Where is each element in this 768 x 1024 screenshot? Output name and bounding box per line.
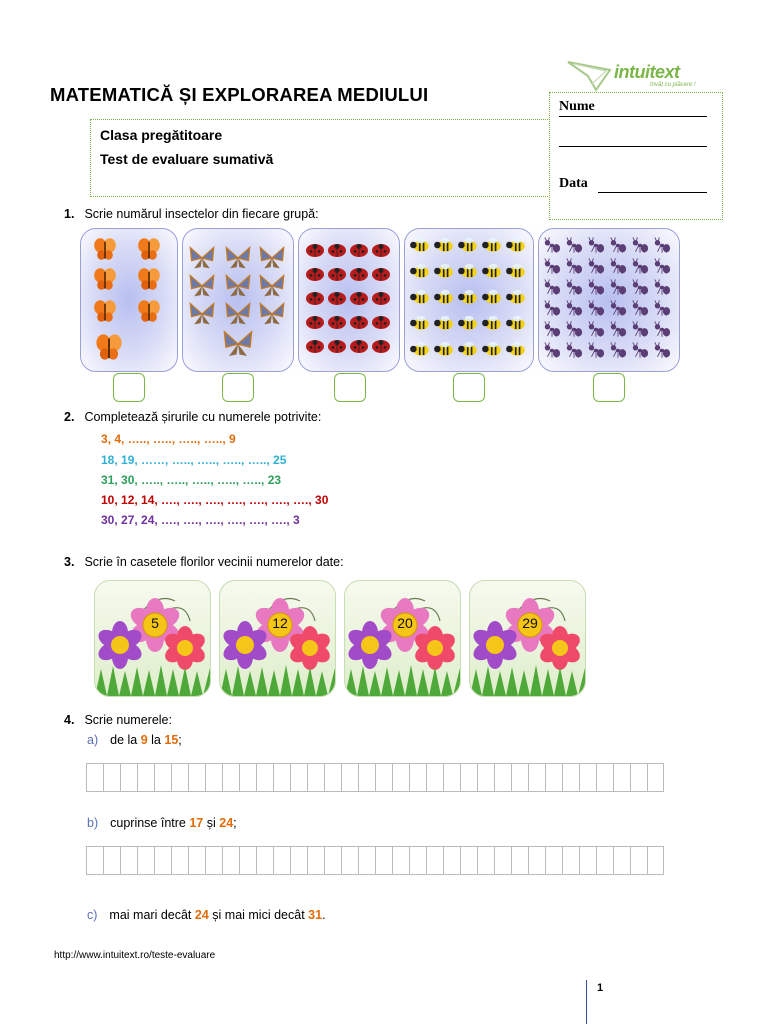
number: 31 <box>308 908 323 922</box>
text: și <box>206 816 216 830</box>
ant-icon <box>589 321 604 336</box>
grid-cell[interactable] <box>273 846 290 875</box>
ladybug-icon <box>306 244 324 257</box>
name-line-2[interactable] <box>559 146 707 147</box>
flower-panel-3 <box>344 580 461 697</box>
question-text: Scrie în casetele florilor vecinii numerelor date: <box>84 555 344 569</box>
ant-icon <box>633 300 648 315</box>
sequence-5[interactable]: 30, 27, 24, …., …., …., …., …., …., 3 <box>101 513 300 527</box>
ladybug-icon <box>306 268 324 281</box>
butterfly-icon <box>260 304 283 325</box>
ladybug-icon <box>372 316 390 329</box>
bee-icon <box>482 316 501 330</box>
flower-number: 29 <box>522 615 538 631</box>
butterfly-icon <box>190 304 213 325</box>
answer-box-5[interactable] <box>593 373 625 402</box>
grid-cell[interactable] <box>647 846 664 875</box>
bee-icon <box>410 342 429 356</box>
grid-cell[interactable] <box>443 763 460 792</box>
name-date-box <box>549 92 723 220</box>
question-1 <box>64 207 319 221</box>
bee-icon <box>434 316 453 330</box>
grid-cell[interactable] <box>545 846 562 875</box>
bee-icon <box>434 264 453 278</box>
answer-box-2[interactable] <box>222 373 254 402</box>
ladybug-icon <box>306 292 324 305</box>
ant-icon <box>567 300 582 315</box>
grid-cell[interactable] <box>630 763 647 792</box>
bee-icon <box>506 316 525 330</box>
bee-icon <box>482 238 501 252</box>
insect-group-ants <box>538 228 680 372</box>
number: 15 <box>164 733 179 747</box>
grid-cell[interactable] <box>86 846 103 875</box>
bee-icon <box>458 316 477 330</box>
ant-icon <box>545 321 560 336</box>
date-line[interactable] <box>598 192 707 193</box>
grid-cell[interactable] <box>137 846 154 875</box>
ant-icon <box>567 279 582 294</box>
logo-tagline: învăț cu plăcere ! <box>650 82 696 88</box>
sequence-2[interactable]: 18, 19, ……, ….., ….., ….., ….., 25 <box>101 453 287 467</box>
butterfly-icon <box>260 248 283 269</box>
footer-url[interactable]: http://www.intuitext.ro/teste-evaluare <box>54 950 216 961</box>
grid-cell[interactable] <box>358 763 375 792</box>
subquestion-a <box>87 733 182 747</box>
grid-cell[interactable] <box>154 846 171 875</box>
ladybug-icon <box>328 316 346 329</box>
ant-icon <box>655 300 670 315</box>
grid-cell[interactable] <box>477 763 494 792</box>
ant-icon <box>545 279 560 294</box>
grid-cell[interactable] <box>273 763 290 792</box>
ladybug-icon <box>328 244 346 257</box>
grid-cell[interactable] <box>307 763 324 792</box>
grid-cell[interactable] <box>613 763 630 792</box>
ant-icon <box>633 258 648 273</box>
grid-cell[interactable] <box>409 763 426 792</box>
ladybug-icon <box>328 268 346 281</box>
grid-cell[interactable] <box>579 763 596 792</box>
ant-icon <box>545 342 560 357</box>
flower-number: 5 <box>151 615 159 631</box>
grid-cell[interactable] <box>222 763 239 792</box>
insect-group-bees <box>404 228 534 372</box>
grid-cell[interactable] <box>256 846 273 875</box>
grid-cell[interactable] <box>562 763 579 792</box>
ant-icon <box>567 237 582 252</box>
grid-cell[interactable] <box>511 846 528 875</box>
grid-cell[interactable] <box>171 846 188 875</box>
text: de la <box>110 733 138 747</box>
answer-box-3[interactable] <box>334 373 366 402</box>
logo-text: intuitext <box>614 62 680 82</box>
grid-cell[interactable] <box>324 846 341 875</box>
flower-icon <box>470 581 585 696</box>
question-3 <box>64 555 344 569</box>
ant-icon <box>545 300 560 315</box>
ant-icon <box>655 237 670 252</box>
grid-cell[interactable] <box>562 846 579 875</box>
question-number: 3. <box>64 555 75 569</box>
butterfly-icon <box>96 334 121 359</box>
bee-icon <box>482 342 501 356</box>
grid-cell[interactable] <box>358 846 375 875</box>
ladybug-icon <box>306 340 324 353</box>
bee-icon <box>410 238 429 252</box>
question-2 <box>64 410 321 424</box>
grid-cell[interactable] <box>120 846 137 875</box>
bee-icon <box>434 342 453 356</box>
grid-cell[interactable] <box>137 763 154 792</box>
subquestion-letter: a) <box>87 733 99 747</box>
grid-cell[interactable] <box>511 763 528 792</box>
grid-cell[interactable] <box>528 846 545 875</box>
butterfly-icon <box>94 238 116 260</box>
grid-cell[interactable] <box>239 846 256 875</box>
butterfly-icon <box>226 276 249 297</box>
ant-icon <box>655 279 670 294</box>
ladybug-icon <box>350 316 368 329</box>
ant-icon <box>567 342 582 357</box>
grid-cell[interactable] <box>426 763 443 792</box>
subquestion-letter: b) <box>87 816 99 830</box>
class-label: Clasa pregătitoare <box>100 127 223 143</box>
ladybug-icon <box>372 244 390 257</box>
flower-icon <box>95 581 210 696</box>
number: 24 <box>219 816 234 830</box>
sequence-4[interactable]: 10, 12, 14, …., …., …., …., …., …., …., 30 <box>101 493 329 507</box>
ladybug-icon <box>328 292 346 305</box>
grid-cell[interactable] <box>460 846 477 875</box>
question-text: Scrie numărul insectelor din fiecare grupă: <box>84 207 319 221</box>
butterfly-icon <box>226 304 249 325</box>
grid-cell[interactable] <box>630 846 647 875</box>
grid-cell[interactable] <box>375 763 392 792</box>
grid-cell[interactable] <box>188 846 205 875</box>
flower-icon <box>345 581 460 696</box>
bee-icon <box>458 290 477 304</box>
bee-icon <box>410 316 429 330</box>
page-divider <box>586 980 587 1024</box>
ant-icon <box>589 279 604 294</box>
bee-icon <box>410 290 429 304</box>
answer-grid-a[interactable] <box>86 763 664 792</box>
grid-cell[interactable] <box>528 763 545 792</box>
grid-cell[interactable] <box>103 846 120 875</box>
flower-number: 12 <box>272 615 288 631</box>
ladybug-icon <box>350 268 368 281</box>
ladybug-icon <box>372 268 390 281</box>
flower-icon <box>220 581 335 696</box>
grid-cell[interactable] <box>222 846 239 875</box>
ant-icon <box>567 258 582 273</box>
insect-group-ladybugs <box>298 228 400 372</box>
question-number: 4. <box>64 713 75 727</box>
ladybug-icon <box>350 292 368 305</box>
grid-cell[interactable] <box>443 846 460 875</box>
grid-cell[interactable] <box>239 763 256 792</box>
text: la <box>151 733 161 747</box>
grid-cell[interactable] <box>205 846 222 875</box>
number: 17 <box>189 816 204 830</box>
page-number: 1 <box>597 982 604 994</box>
ant-icon <box>545 237 560 252</box>
question-number: 2. <box>64 410 75 424</box>
butterfly-icon <box>138 268 160 290</box>
grid-cell[interactable] <box>647 763 664 792</box>
question-number: 1. <box>64 207 75 221</box>
text: ; <box>233 816 237 830</box>
bee-icon <box>506 238 525 252</box>
butterfly-icon <box>94 268 116 290</box>
flower-panel-1 <box>94 580 211 697</box>
grid-cell[interactable] <box>171 763 188 792</box>
ant-icon <box>611 279 626 294</box>
bee-icon <box>458 264 477 278</box>
name-label: Nume <box>559 99 595 114</box>
ant-icon <box>611 237 626 252</box>
grid-cell[interactable] <box>154 763 171 792</box>
ant-icon <box>611 342 626 357</box>
text: mai mari decât <box>109 908 192 922</box>
grid-cell[interactable] <box>545 763 562 792</box>
bee-icon <box>458 342 477 356</box>
insect-group-blue-butterflies <box>182 228 294 372</box>
flower-panel-2 <box>219 580 336 697</box>
question-4 <box>64 713 172 727</box>
bee-icon <box>410 264 429 278</box>
grid-cell[interactable] <box>494 846 511 875</box>
subquestion-b <box>87 816 237 830</box>
ant-icon <box>633 342 648 357</box>
grid-cell[interactable] <box>596 763 613 792</box>
number: 24 <box>194 908 209 922</box>
ant-icon <box>633 237 648 252</box>
text: . <box>322 908 326 922</box>
bee-icon <box>458 238 477 252</box>
butterfly-icon <box>190 248 213 269</box>
ant-icon <box>589 342 604 357</box>
grid-cell[interactable] <box>494 763 511 792</box>
ladybug-icon <box>372 292 390 305</box>
ant-icon <box>589 300 604 315</box>
date-label: Data <box>559 176 588 191</box>
ant-icon <box>589 258 604 273</box>
butterfly-icon <box>94 300 116 322</box>
grid-cell[interactable] <box>290 763 307 792</box>
butterfly-icon <box>138 238 160 260</box>
test-label: Test de evaluare sumativă <box>100 151 274 167</box>
question-text: Scrie numerele: <box>84 713 172 727</box>
bee-icon <box>506 290 525 304</box>
flower-number: 20 <box>397 615 413 631</box>
ladybug-icon <box>372 340 390 353</box>
butterfly-icon <box>190 276 213 297</box>
question-text: Completează șirurile cu numerele potrivite: <box>84 410 322 424</box>
grid-cell[interactable] <box>392 846 409 875</box>
grid-cell[interactable] <box>307 846 324 875</box>
grid-cell[interactable] <box>477 846 494 875</box>
name-line[interactable] <box>559 116 707 117</box>
text: ; <box>178 733 182 747</box>
ant-icon <box>633 321 648 336</box>
grid-cell[interactable] <box>341 846 358 875</box>
grid-cell[interactable] <box>579 846 596 875</box>
insect-group-orange-butterflies <box>80 228 178 372</box>
bee-icon <box>434 238 453 252</box>
ant-icon <box>633 279 648 294</box>
grid-cell[interactable] <box>409 846 426 875</box>
answer-grid-b[interactable] <box>86 846 664 875</box>
ant-icon <box>611 300 626 315</box>
grid-cell[interactable] <box>341 763 358 792</box>
grid-cell[interactable] <box>188 763 205 792</box>
ladybug-icon <box>350 244 368 257</box>
answer-box-1[interactable] <box>113 373 145 402</box>
bee-icon <box>506 264 525 278</box>
grid-cell[interactable] <box>256 763 273 792</box>
butterfly-icon <box>225 332 252 356</box>
text: cuprinse între <box>110 816 186 830</box>
grid-cell[interactable] <box>290 846 307 875</box>
grid-cell[interactable] <box>596 846 613 875</box>
answer-box-4[interactable] <box>453 373 485 402</box>
butterfly-icon <box>138 300 160 322</box>
number: 9 <box>140 733 148 747</box>
ant-icon <box>655 258 670 273</box>
ant-icon <box>655 321 670 336</box>
grid-cell[interactable] <box>392 763 409 792</box>
bee-icon <box>434 290 453 304</box>
grid-cell[interactable] <box>426 846 443 875</box>
subquestion-c <box>87 908 326 922</box>
ant-icon <box>611 258 626 273</box>
grid-cell[interactable] <box>613 846 630 875</box>
bee-icon <box>482 264 501 278</box>
ant-icon <box>589 237 604 252</box>
ant-icon <box>655 342 670 357</box>
grid-cell[interactable] <box>103 763 120 792</box>
ladybug-icon <box>306 316 324 329</box>
flower-panel-4 <box>469 580 586 697</box>
grid-cell[interactable] <box>460 763 477 792</box>
text: și mai mici decât <box>212 908 305 922</box>
page-title: MATEMATICĂ ȘI EXPLORAREA MEDIULUI <box>50 84 429 105</box>
sequence-3[interactable]: 31, 30, ….., ….., ….., ….., ….., 23 <box>101 473 282 487</box>
butterfly-icon <box>226 248 249 269</box>
sequence-1[interactable]: 3, 4, ….., ….., ….., ….., 9 <box>101 432 236 446</box>
ant-icon <box>567 321 582 336</box>
grid-cell[interactable] <box>375 846 392 875</box>
bee-icon <box>482 290 501 304</box>
ladybug-icon <box>328 340 346 353</box>
grid-cell[interactable] <box>205 763 222 792</box>
subquestion-letter: c) <box>87 908 98 922</box>
ant-icon <box>545 258 560 273</box>
grid-cell[interactable] <box>324 763 341 792</box>
grid-cell[interactable] <box>86 763 103 792</box>
grid-cell[interactable] <box>120 763 137 792</box>
bee-icon <box>506 342 525 356</box>
ladybug-icon <box>350 340 368 353</box>
butterfly-icon <box>260 276 283 297</box>
ant-icon <box>611 321 626 336</box>
intuitext-logo <box>566 54 716 94</box>
